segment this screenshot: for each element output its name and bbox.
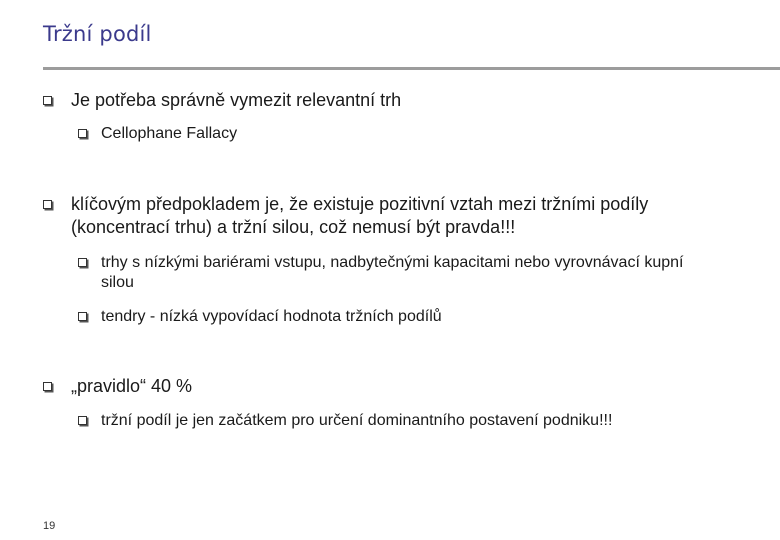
slide-title: Tržní podíl [43,22,152,46]
bullet-text: Je potřeba správně vymezit relevantní trh [71,90,402,110]
title-divider [43,67,780,70]
bullet-40-percent-rule [43,375,643,398]
bullet-text: Cellophane Fallacy [101,125,238,142]
subbullet-market-share-start [78,411,768,431]
square-bullet-icon [43,200,52,209]
square-bullet-icon [78,129,87,138]
bullet-text: tendry - nízká vypovídací hodnota tržních podílů [101,308,442,325]
page-number: 19 [43,520,56,532]
bullet-text: „pravidlo“ 40 % [71,376,193,396]
subbullet-low-barriers [78,253,698,293]
subbullet-cellophane-fallacy [78,124,738,144]
square-bullet-icon [78,258,87,267]
square-bullet-icon [78,416,87,425]
bullet-text: tržní podíl je jen začátkem pro určení dominantního postavení podniku!!! [101,412,613,429]
square-bullet-icon [43,382,52,391]
square-bullet-icon [43,96,52,105]
bullet-key-assumption [43,193,733,239]
bullet-relevant-market [43,89,743,112]
bullet-text: klíčovým předpokladem je, že existuje pozitivní vztah mezi tržními podíly (koncentrací trhu) a tržní silou, což nemusí být pravda!!! [71,194,649,237]
square-bullet-icon [78,312,87,321]
subbullet-tenders [78,307,738,327]
bullet-text: trhy s nízkými bariérami vstupu, nadbytečnými kapacitami nebo vyrovnávací kupní silou [101,254,684,291]
